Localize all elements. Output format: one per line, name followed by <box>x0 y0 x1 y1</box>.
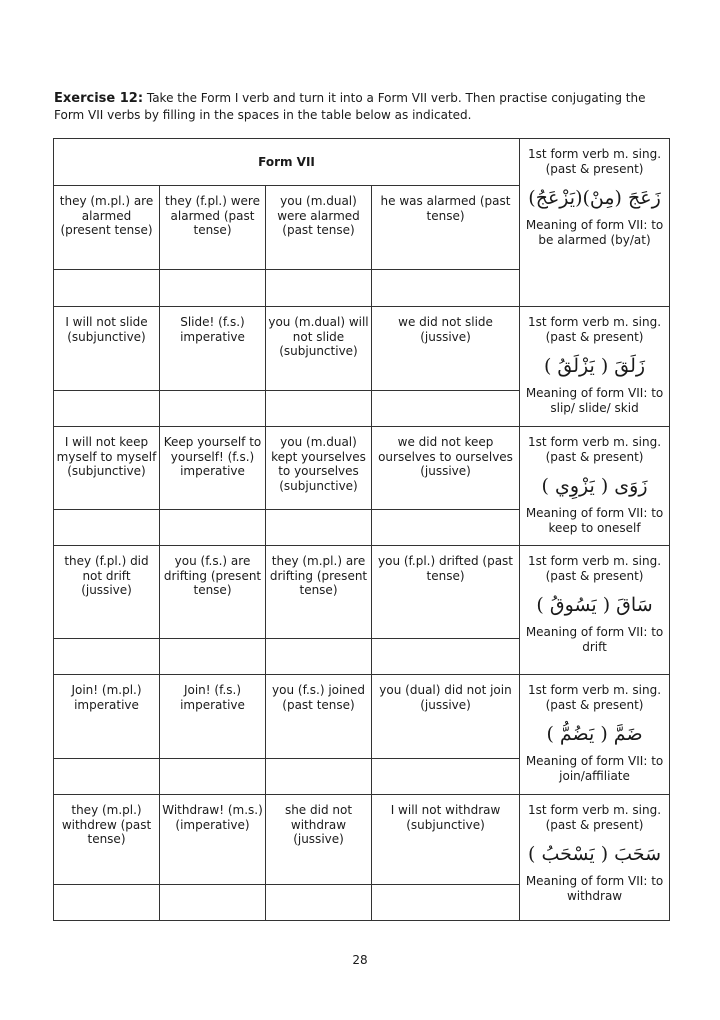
answer-cell[interactable] <box>372 759 520 795</box>
verb-meaning: Meaning of form VII: to withdraw <box>525 874 664 903</box>
verb-meaning: Meaning of form VII: to keep to oneself <box>525 506 664 535</box>
prompt-cell: you (f.s.) are drifting (present tense) <box>160 546 266 639</box>
prompt-cell: Withdraw! (m.s.) (imperative) <box>160 795 266 885</box>
prompt-cell: he was alarmed (past tense) <box>372 186 520 270</box>
answer-cell[interactable] <box>266 639 372 675</box>
prompt-row <box>54 795 670 885</box>
prompt-cell: I will not withdraw (subjunctive) <box>372 795 520 885</box>
verb-info-cell <box>520 795 670 921</box>
answer-cell[interactable] <box>372 510 520 546</box>
answer-cell[interactable] <box>160 885 266 921</box>
prompt-cell: they (f.pl.) were alarmed (past tense) <box>160 186 266 270</box>
verb-form-label: 1st form verb m. sing. (past & present) <box>528 435 662 464</box>
answer-cell[interactable] <box>160 510 266 546</box>
prompt-cell: I will not slide (subjunctive) <box>54 307 160 391</box>
prompt-cell: you (m.dual) will not slide (subjunctive) <box>266 307 372 391</box>
page-number: 28 <box>352 953 368 967</box>
arabic-verb: سَاقَ ( يَسُوقُ ) <box>536 594 653 617</box>
answer-cell[interactable] <box>54 639 160 675</box>
answer-cell[interactable] <box>372 885 520 921</box>
answer-cell[interactable] <box>266 510 372 546</box>
answer-cell[interactable] <box>54 759 160 795</box>
prompt-cell: you (m.dual) kept yourselves to yourselves (subjunctive) <box>266 427 372 510</box>
prompt-cell: she did not withdraw (jussive) <box>266 795 372 885</box>
prompt-cell: they (m.pl.) withdrew (past tense) <box>54 795 160 885</box>
exercise-instructions <box>54 90 674 123</box>
answer-cell[interactable] <box>54 510 160 546</box>
answer-cell[interactable] <box>54 885 160 921</box>
verb-form-label: 1st form verb m. sing. (past & present) <box>528 683 662 712</box>
verb-info-cell <box>520 427 670 546</box>
answer-cell[interactable] <box>266 391 372 427</box>
prompt-cell: they (m.pl.) are drifting (present tense) <box>266 546 372 639</box>
answer-cell[interactable] <box>372 639 520 675</box>
conjugation-table <box>53 138 670 921</box>
verb-form-label: 1st form verb m. sing. (past & present) <box>528 554 662 583</box>
prompt-cell: we did not slide (jussive) <box>372 307 520 391</box>
verb-meaning: Meaning of form VII: to join/affiliate <box>525 754 664 783</box>
verb-form-label: 1st form verb m. sing. (past & present) <box>528 147 662 176</box>
verb-info-cell <box>520 139 670 307</box>
form-title: Form VII <box>54 139 520 186</box>
prompt-cell: Join! (m.pl.) imperative <box>54 675 160 759</box>
verb-info-cell <box>520 675 670 795</box>
verb-info-cell <box>520 546 670 675</box>
arabic-verb: زَوَى ( يَزْوِي ) <box>541 475 648 498</box>
answer-cell[interactable] <box>266 270 372 307</box>
answer-cell[interactable] <box>160 759 266 795</box>
prompt-cell: you (m.dual) were alarmed (past tense) <box>266 186 372 270</box>
answer-cell[interactable] <box>160 270 266 307</box>
arabic-verb: زَعَجَ (مِنْ)(يَزْعَجُ) <box>528 187 661 210</box>
prompt-cell: they (f.pl.) did not drift (jussive) <box>54 546 160 639</box>
prompt-row <box>54 427 670 510</box>
prompt-cell: I will not keep myself to myself (subjunctive) <box>54 427 160 510</box>
table-title-row <box>54 139 670 186</box>
verb-meaning: Meaning of form VII: to drift <box>525 625 664 654</box>
verb-form-label: 1st form verb m. sing. (past & present) <box>528 315 662 344</box>
prompt-row <box>54 546 670 639</box>
prompt-row <box>54 675 670 759</box>
answer-cell[interactable] <box>266 759 372 795</box>
answer-cell[interactable] <box>54 391 160 427</box>
answer-cell[interactable] <box>372 270 520 307</box>
arabic-verb: زَلَقَ ( يَزْلَقُ ) <box>543 355 646 378</box>
prompt-cell: you (f.s.) joined (past tense) <box>266 675 372 759</box>
verb-meaning: Meaning of form VII: to slip/ slide/ skid <box>525 386 664 415</box>
answer-cell[interactable] <box>372 391 520 427</box>
answer-cell[interactable] <box>160 391 266 427</box>
prompt-row <box>54 307 670 391</box>
prompt-cell: we did not keep ourselves to ourselves (jussive) <box>372 427 520 510</box>
prompt-cell: you (dual) did not join (jussive) <box>372 675 520 759</box>
prompt-cell: Keep yourself to yourself! (f.s.) imperative <box>160 427 266 510</box>
arabic-verb: ضَمَّ ( يَضُمُّ ) <box>546 723 643 746</box>
prompt-cell: Join! (f.s.) imperative <box>160 675 266 759</box>
verb-meaning: Meaning of form VII: to be alarmed (by/at) <box>525 218 664 247</box>
prompt-cell: Slide! (f.s.) imperative <box>160 307 266 391</box>
verb-form-label: 1st form verb m. sing. (past & present) <box>528 803 662 832</box>
answer-cell[interactable] <box>54 270 160 307</box>
answer-cell[interactable] <box>266 885 372 921</box>
prompt-cell: they (m.pl.) are alarmed (present tense) <box>54 186 160 270</box>
prompt-cell: you (f.pl.) drifted (past tense) <box>372 546 520 639</box>
exercise-label: Exercise 12: <box>54 91 144 106</box>
verb-info-cell <box>520 307 670 427</box>
answer-cell[interactable] <box>160 639 266 675</box>
exercise-text: Take the Form I verb and turn it into a Form VII verb. Then practise conjugating the Form VII verbs by filling in the spaces in the table below as indicated. <box>54 91 646 122</box>
arabic-verb: سَحَبَ ( يَسْحَبُ ) <box>528 843 661 866</box>
